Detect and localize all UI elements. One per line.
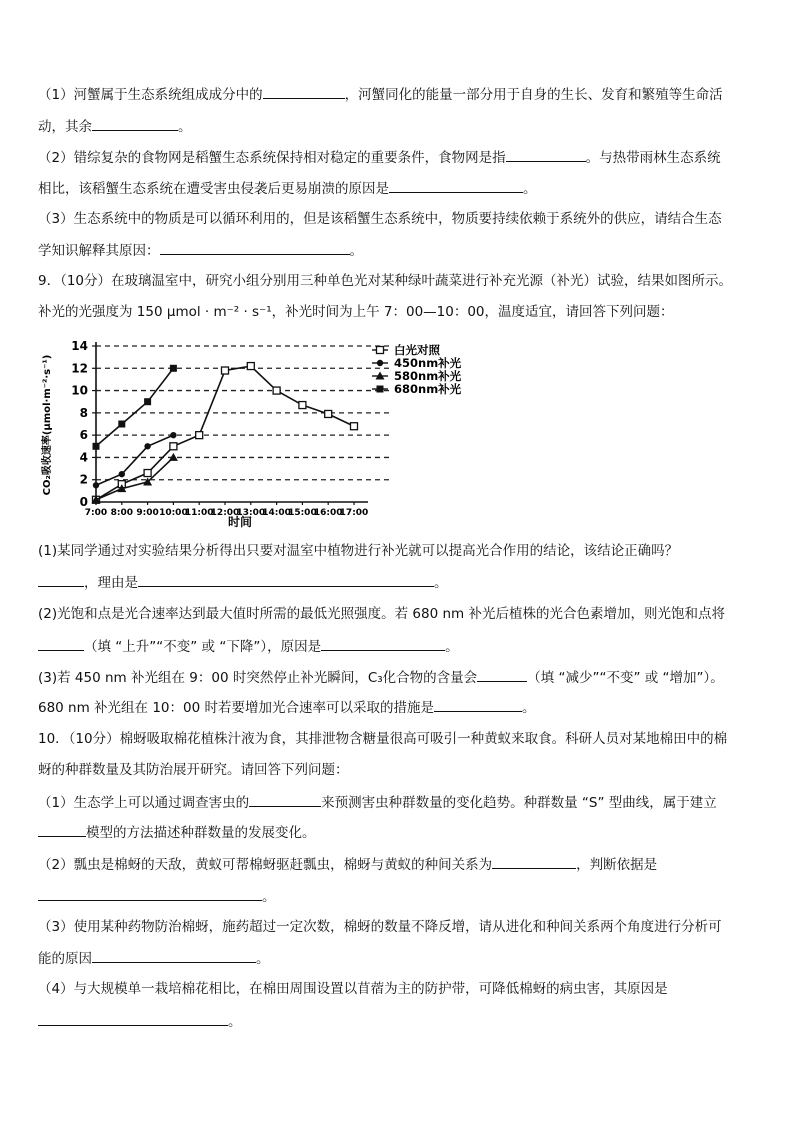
q9-heading bbox=[38, 271, 732, 291]
legend-marker-450nm补光 bbox=[377, 360, 383, 366]
answer-blank[interactable] bbox=[138, 572, 434, 587]
x-tick-label-1100: 11:00 bbox=[184, 508, 214, 518]
q8-p2-text-a: （2）错综复杂的食物网是稻蟹生态系统保持相对稳定的重要条件，食物网是指 bbox=[38, 150, 506, 166]
y-tick-label-4: 4 bbox=[79, 450, 88, 465]
data-point-白光对照-14:00 bbox=[273, 387, 280, 394]
q9-sub1-line-2 bbox=[38, 572, 448, 593]
q9-sub2-text-a: (2)光饱和点是光合速率达到最大值时所需的最低光照强度。若 680 nm 补光后植株的光合色素增加，则光饱和点将 bbox=[38, 606, 725, 622]
answer-blank[interactable] bbox=[92, 116, 178, 131]
chart-x-axis-label: 时间 bbox=[227, 515, 253, 529]
q8-p1-text-c: 动，其余 bbox=[38, 119, 92, 135]
q10-sub3-text-c: 。 bbox=[256, 951, 270, 967]
q8-p3-text-b: 学知识解释其原因： bbox=[38, 243, 160, 259]
q9-sub2-text-b: （填 “上升”“不变” 或 “下降”），原因是 bbox=[84, 639, 322, 655]
answer-blank[interactable] bbox=[434, 697, 522, 712]
q8-p2-text-c: 相比，该稻蟹生态系统在遭受害虫侵袭后更易崩溃的原因是 bbox=[38, 181, 389, 197]
answer-blank[interactable] bbox=[263, 84, 345, 99]
y-tick-label-14: 14 bbox=[71, 339, 88, 353]
legend-label-680nm补光: 680nm补光 bbox=[394, 382, 462, 396]
q8-p3-text-c: 。 bbox=[349, 243, 363, 259]
chart-legend bbox=[372, 343, 462, 396]
chart-series bbox=[92, 363, 358, 504]
q10-heading-line-2 bbox=[38, 760, 349, 780]
q9-sub1-text-c: 。 bbox=[434, 575, 448, 591]
q10-sub1-text-c: 模型的方法描述种群数量的发展变化。 bbox=[86, 825, 316, 841]
answer-blank[interactable] bbox=[38, 1011, 228, 1026]
q10-heading-line-1 bbox=[38, 729, 727, 749]
y-tick-label-10: 10 bbox=[71, 383, 88, 398]
answer-blank[interactable] bbox=[389, 178, 523, 193]
x-tick-label-1700: 17:00 bbox=[339, 508, 369, 518]
legend-label-450nm补光: 450nm补光 bbox=[394, 356, 462, 370]
q9-sub3-line-2 bbox=[38, 697, 536, 718]
q9-sub3-text-d: 。 bbox=[522, 700, 536, 716]
q9-sub2-line-1 bbox=[38, 604, 725, 624]
x-tick-label-1400: 14:00 bbox=[262, 508, 291, 518]
series-680nm补光 bbox=[93, 365, 177, 450]
data-point-白光对照-13:00 bbox=[247, 363, 254, 370]
data-point-白光对照-17:00 bbox=[351, 423, 358, 430]
x-tick-label-1500: 15:00 bbox=[288, 508, 317, 518]
q10-sub3-text-b: 能的原因 bbox=[38, 951, 92, 967]
data-point-450nm补光-9:00 bbox=[144, 443, 150, 449]
q10-sub4-line-2 bbox=[38, 1011, 242, 1032]
answer-blank[interactable] bbox=[92, 948, 256, 963]
q9-sub1-text-b: ，理由是 bbox=[84, 575, 138, 591]
q8-line-3 bbox=[38, 147, 721, 168]
q8-p1-text-b: ，河蟹同化的能量一部分用于自身的生长、发育和繁殖等生命活 bbox=[344, 87, 723, 103]
data-point-680nm补光-10:00 bbox=[170, 365, 177, 372]
q9-condition-text: 补光的光强度为 150 μmol · m⁻² · s⁻¹，补光时间为上午 7：00—10：00，温度适宜，请回答下列问题： bbox=[38, 304, 674, 320]
y-tick-label-6: 6 bbox=[79, 428, 88, 443]
q9-condition bbox=[38, 302, 674, 322]
q8-p3-text-a: （3）生态系统中的物质是可以循环利用的，但是该稻蟹生态系统中，物质要持续依赖于系统外的供应，请结合生态 bbox=[38, 211, 722, 227]
q10-sub3-text-a: （3）使用某种药物防治棉蚜，施药超过一定次数，棉蚜的数量不降反增，请从进化和种间关系两个角度进行分析可 bbox=[38, 919, 722, 935]
data-point-白光对照-15:00 bbox=[299, 402, 306, 409]
q9-sub1-text-a: (1)某同学通过对实验结果分析得出只要对温室中植物进行补光就可以提高光合作用的结论，该结论正确吗？ bbox=[38, 543, 679, 559]
data-point-白光对照-10:00 bbox=[170, 443, 177, 450]
q8-line-4 bbox=[38, 178, 537, 199]
q10-sub2-line-1 bbox=[38, 854, 657, 875]
chart-grid bbox=[96, 346, 390, 480]
answer-blank[interactable] bbox=[477, 667, 527, 682]
x-tick-label-1600: 16:00 bbox=[313, 508, 343, 518]
q10-sub2-line-2 bbox=[38, 886, 276, 907]
q9-sub3-text-a: (3)若 450 nm 补光组在 9：00 时突然停止补光瞬间，C₃化合物的含量会 bbox=[38, 670, 478, 686]
y-tick-label-12: 12 bbox=[71, 361, 88, 376]
answer-blank[interactable] bbox=[321, 636, 445, 651]
q8-p2-text-b: 。与热带雨林生态系统 bbox=[585, 150, 721, 166]
q10-sub4-text-b: 。 bbox=[228, 1014, 242, 1030]
x-tick-label-900: 9:00 bbox=[136, 508, 159, 518]
q8-line-1 bbox=[38, 84, 723, 105]
legend-marker-白光对照 bbox=[377, 347, 384, 354]
answer-blank[interactable] bbox=[160, 240, 350, 255]
q9-heading-text: 9．（10分）在玻璃温室中，研究小组分别用三种单色光对某种绿叶蔬菜进行补充光源（补光）试验，结果如图所示。 bbox=[38, 273, 733, 289]
x-tick-label-1300: 13:00 bbox=[236, 508, 266, 518]
x-tick-label-1000: 10:00 bbox=[159, 508, 188, 518]
chart-x-ticks bbox=[85, 502, 369, 518]
q9-sub3-text-c: 680 nm 补光组在 10：00 时若要增加光合速率可以采取的措施是 bbox=[38, 700, 434, 716]
answer-blank[interactable] bbox=[506, 147, 586, 162]
chart-y-axis-label: CO₂吸收速率(μmol·m⁻²·s⁻¹) bbox=[42, 354, 53, 496]
data-point-450nm补光-10:00 bbox=[170, 432, 176, 438]
q9-sub3-line-1 bbox=[38, 667, 724, 688]
answer-blank[interactable] bbox=[38, 636, 84, 651]
chart-y-ticks bbox=[71, 339, 96, 509]
x-tick-label-1200: 12:00 bbox=[210, 508, 240, 518]
legend-label-580nm补光: 580nm补光 bbox=[394, 369, 462, 383]
data-point-450nm补光-8:00 bbox=[119, 471, 125, 477]
co2-absorption-line-chart bbox=[32, 330, 482, 530]
q8-line-2 bbox=[38, 116, 192, 137]
q10-sub2-text-a: （2）瓢虫是棉蚜的天敌，黄蚁可帮棉蚜驱赶瓢虫，棉蚜与黄蚁的种间关系为 bbox=[38, 857, 493, 873]
q9-sub2-text-c: 。 bbox=[445, 639, 459, 655]
legend-label-白光对照: 白光对照 bbox=[394, 343, 440, 357]
data-point-680nm补光-9:00 bbox=[144, 398, 151, 405]
q9-sub2-line-2 bbox=[38, 636, 459, 657]
q10-sub4-line-1 bbox=[38, 979, 668, 999]
q8-p2-text-d: 。 bbox=[523, 181, 537, 197]
answer-blank[interactable] bbox=[38, 572, 84, 587]
y-tick-label-2: 2 bbox=[79, 472, 88, 487]
q8-line-5 bbox=[38, 209, 722, 229]
q8-line-6 bbox=[38, 240, 363, 261]
y-tick-label-0: 0 bbox=[79, 495, 88, 509]
series-白光对照 bbox=[93, 363, 358, 504]
data-point-白光对照-16:00 bbox=[325, 410, 332, 417]
q8-p1-text-a: （1）河蟹属于生态系统组成成分中的 bbox=[38, 87, 263, 103]
q10-sub1-line-1 bbox=[38, 792, 717, 813]
q10-sub2-text-c: 。 bbox=[262, 889, 276, 905]
answer-blank[interactable] bbox=[492, 854, 576, 869]
q10-sub2-text-b: ，判断依据是 bbox=[576, 857, 658, 873]
q10-sub1-text-a: （1）生态学上可以通过调查害虫的 bbox=[38, 795, 250, 811]
q10-heading-text-1: 10．（10分）棉蚜吸取棉花植株汁液为食，其排泄物含糖量很高可吸引一种黄蚁来取食。科研人员对某地棉田中的棉 bbox=[38, 731, 728, 747]
x-tick-label-800: 8:00 bbox=[110, 508, 133, 518]
y-tick-label-8: 8 bbox=[79, 405, 88, 420]
data-point-白光对照-11:00 bbox=[196, 432, 203, 439]
data-point-白光对照-12:00 bbox=[222, 367, 229, 374]
q9-sub1-line-1 bbox=[38, 541, 678, 561]
answer-blank[interactable] bbox=[38, 822, 86, 837]
x-tick-label-700: 7:00 bbox=[84, 508, 108, 518]
answer-blank[interactable] bbox=[249, 792, 321, 807]
q8-p1-text-d: 。 bbox=[178, 119, 192, 135]
q10-sub1-line-2 bbox=[38, 822, 316, 843]
data-point-680nm补光-7:00 bbox=[93, 443, 100, 450]
data-point-450nm补光-7:00 bbox=[93, 482, 99, 488]
answer-blank[interactable] bbox=[38, 886, 262, 901]
q10-sub1-text-b: 来预测害虫种群数量的变化趋势。种群数量 “S” 型曲线，属于建立 bbox=[321, 795, 717, 811]
q9-sub3-text-b: （填 “减少”“不变” 或 “增加”）。 bbox=[527, 670, 724, 686]
data-point-680nm补光-8:00 bbox=[118, 421, 125, 428]
legend-marker-680nm补光 bbox=[377, 386, 384, 393]
q10-heading-text-2: 蚜的种群数量及其防治展开研究。请回答下列问题： bbox=[38, 762, 349, 778]
q10-sub4-text-a: （4）与大规模单一栽培棉花相比，在棉田周围设置以苜蓿为主的防护带，可降低棉蚜的病虫害，其原因是 bbox=[38, 981, 668, 997]
q10-sub3-line-1 bbox=[38, 917, 722, 937]
q10-sub3-line-2 bbox=[38, 948, 270, 969]
data-point-白光对照-9:00 bbox=[144, 470, 151, 477]
